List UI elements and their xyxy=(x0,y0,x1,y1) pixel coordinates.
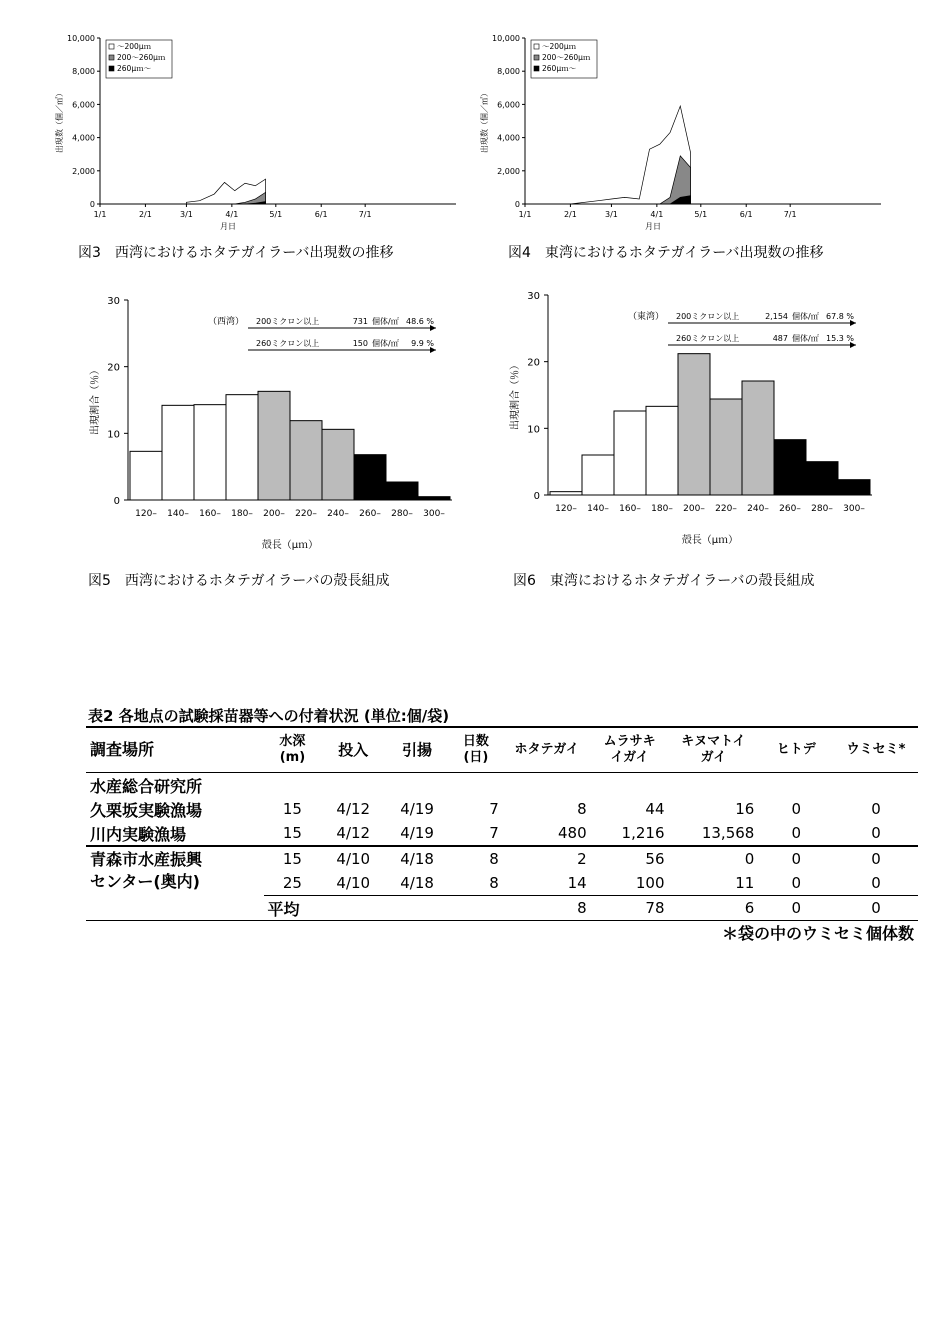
header-in: 投入 xyxy=(338,741,369,759)
bar xyxy=(194,405,226,500)
y-axis-label: 出現数（個／㎥） xyxy=(55,89,64,153)
y-tick-label: 8,000 xyxy=(72,67,95,77)
x-tick-label: 5/1 xyxy=(269,210,283,219)
x-tick-label: 6/1 xyxy=(739,210,753,219)
x-tick-label: 120– xyxy=(135,509,157,519)
x-tick-label: 280– xyxy=(811,504,833,514)
table-row-average xyxy=(86,896,918,921)
y-tick-label: 10 xyxy=(527,424,540,436)
annotation-unit: 個体/㎡ xyxy=(372,317,399,326)
cell-hotate: 2 xyxy=(577,850,587,868)
cell-mura: 44 xyxy=(645,800,665,818)
x-tick-label: 7/1 xyxy=(358,210,372,219)
header-umisemi: ウミセミ* xyxy=(846,742,906,757)
table-note: ＊袋の中のウミセミ個体数 xyxy=(721,924,914,943)
bar xyxy=(322,429,354,500)
cell-depth: 25 xyxy=(264,871,322,896)
bar xyxy=(290,421,322,500)
annotation-pct: 67.8 % xyxy=(826,312,854,321)
x-axis-label: 殻長（μｍ） xyxy=(681,535,739,546)
avg-umisemi: 0 xyxy=(871,899,881,917)
legend-label: 260μｍ～ xyxy=(117,64,152,73)
group2-label: 青森市水産振興 センター(奥内) xyxy=(90,850,203,892)
annotation-pct: 9.9 % xyxy=(411,339,434,348)
cell-out: 4/19 xyxy=(400,824,434,842)
bar xyxy=(226,395,258,500)
header-hotate: ホタテガイ xyxy=(514,742,579,757)
cell-hitode: 0 xyxy=(791,800,801,818)
cell-in: 4/10 xyxy=(321,871,385,896)
cell-umisemi: 0 xyxy=(871,824,881,842)
legend-swatch xyxy=(109,66,114,71)
table-row xyxy=(86,846,918,871)
cell-depth: 15 xyxy=(282,850,302,868)
cell-days: 8 xyxy=(449,871,503,896)
y-axis-label: 出現数（個／㎥） xyxy=(480,89,489,153)
annotation-count: 487 xyxy=(772,334,788,343)
group1-label: 水産総合研究所 xyxy=(90,776,203,796)
x-tick-label: 2/1 xyxy=(138,210,152,219)
x-tick-label: 260– xyxy=(359,509,381,519)
y-tick-label: 30 xyxy=(107,296,120,307)
fig5-caption: 図5 西湾におけるホタテガイラーバの殻長組成 xyxy=(88,573,390,589)
y-tick-label: 8,000 xyxy=(497,67,520,77)
x-tick-label: 160– xyxy=(619,504,641,514)
bar xyxy=(806,462,838,495)
table-row xyxy=(86,821,918,846)
legend-label: 260μｍ～ xyxy=(542,64,577,73)
x-tick-label: 6/1 xyxy=(314,210,328,219)
cell-mura: 100 xyxy=(591,871,669,896)
bar xyxy=(354,455,386,500)
cell-in: 4/12 xyxy=(336,824,371,842)
y-tick-label: 6,000 xyxy=(497,100,520,110)
y-tick-label: 2,000 xyxy=(72,166,95,176)
y-tick-label: 0 xyxy=(113,496,120,507)
header-out: 引揚 xyxy=(402,741,433,759)
y-tick-label: 0 xyxy=(514,200,520,209)
fig6-chart xyxy=(500,285,880,555)
legend-swatch xyxy=(534,66,539,71)
bar xyxy=(418,497,450,500)
x-tick-label: 1/1 xyxy=(518,210,532,219)
x-tick-label: 140– xyxy=(587,504,609,514)
x-tick-label: 7/1 xyxy=(783,210,797,219)
y-tick-label: 2,000 xyxy=(497,166,520,176)
cell-kinu: 13,568 xyxy=(701,824,755,842)
y-tick-label: 10,000 xyxy=(67,34,95,43)
y-tick-label: 20 xyxy=(527,357,540,369)
x-tick-label: 1/1 xyxy=(93,210,107,219)
x-tick-label: 220– xyxy=(715,504,737,514)
legend-label: ～200μｍ xyxy=(542,42,577,51)
cell-in: 4/12 xyxy=(336,800,371,818)
cell-mura: 56 xyxy=(645,850,665,868)
y-axis-label: 出現割合（％） xyxy=(90,365,101,435)
annotation-area: （東湾） xyxy=(628,312,665,322)
x-tick-label: 160– xyxy=(199,509,221,519)
y-tick-label: 30 xyxy=(527,291,540,302)
annotation-pct: 48.6 % xyxy=(406,317,434,326)
avg-hotate: 8 xyxy=(577,899,587,917)
x-tick-label: 200– xyxy=(263,509,285,519)
x-tick-label: 2/1 xyxy=(563,210,577,219)
annotation-unit: 個体/㎡ xyxy=(792,334,819,343)
x-tick-label: 300– xyxy=(423,509,445,519)
fig6-caption: 図6 東湾におけるホタテガイラーバの殻長組成 xyxy=(513,573,815,589)
y-tick-label: 10 xyxy=(107,429,120,441)
row-location: 久栗坂実験漁場 xyxy=(90,800,203,820)
fig4-caption: 図4 東湾におけるホタテガイラーバ出現数の推移 xyxy=(508,245,824,261)
fig3-caption: 図3 西湾におけるホタテガイラーバ出現数の推移 xyxy=(78,245,394,261)
y-tick-label: 4,000 xyxy=(497,133,520,143)
x-tick-label: 140– xyxy=(167,509,189,519)
annotation-label: 200ミクロン以上 xyxy=(676,312,740,321)
annotation-label: 260ミクロン以上 xyxy=(676,334,740,343)
avg-hitode: 0 xyxy=(791,899,801,917)
cell-days: 7 xyxy=(489,824,499,842)
cell-umisemi: 0 xyxy=(834,871,918,896)
cell-hitode: 0 xyxy=(791,850,801,868)
x-tick-label: 3/1 xyxy=(179,210,193,219)
bar xyxy=(582,455,614,495)
bar xyxy=(162,405,194,500)
x-tick-label: 260– xyxy=(779,504,801,514)
cell-kinu: 11 xyxy=(669,871,759,896)
bar xyxy=(678,354,710,495)
x-tick-label: 180– xyxy=(651,504,673,514)
bar xyxy=(258,391,290,500)
y-tick-label: 20 xyxy=(107,362,120,374)
cell-days: 7 xyxy=(489,800,499,818)
cell-kinu: 16 xyxy=(735,800,755,818)
x-tick-label: 240– xyxy=(747,504,769,514)
legend-swatch xyxy=(534,44,539,49)
header-location: 調査場所 xyxy=(90,740,155,759)
attachment-table xyxy=(86,726,918,921)
x-tick-label: 240– xyxy=(327,509,349,519)
table-row xyxy=(86,797,918,821)
table-header-row xyxy=(86,727,918,773)
annotation-area: （西湾） xyxy=(208,317,245,327)
header-mura: ムラサキ イガイ xyxy=(603,734,656,765)
annotation-unit: 個体/㎡ xyxy=(372,339,399,348)
cell-hotate: 8 xyxy=(577,800,587,818)
cell-kinu: 0 xyxy=(744,850,755,868)
legend-label: ～200μｍ xyxy=(117,42,152,51)
avg-kinu: 6 xyxy=(744,899,755,917)
table-row xyxy=(86,773,918,798)
x-tick-label: 4/1 xyxy=(650,210,664,219)
legend-label: 200～260μｍ xyxy=(542,53,591,62)
header-hitode: ヒトデ xyxy=(776,742,816,757)
bar xyxy=(614,411,646,495)
bar xyxy=(646,406,678,495)
row-location: 川内実験漁場 xyxy=(90,824,187,844)
cell-hitode: 0 xyxy=(758,871,834,896)
table-title: 表2 各地点の試験採苗器等への付着状況 (単位:個/袋) xyxy=(88,707,450,725)
y-tick-label: 0 xyxy=(533,491,540,502)
x-axis-label: 月日 xyxy=(220,222,236,231)
bar xyxy=(386,482,418,500)
avg-label: 平均 xyxy=(267,899,300,919)
annotation-count: 150 xyxy=(352,339,368,348)
bar xyxy=(130,451,162,500)
annotation-label: 200ミクロン以上 xyxy=(256,317,320,326)
cell-in: 4/10 xyxy=(336,850,371,868)
x-tick-label: 300– xyxy=(843,504,865,514)
bar xyxy=(550,492,582,495)
x-tick-label: 4/1 xyxy=(225,210,239,219)
bar xyxy=(838,480,870,495)
x-axis-label: 殻長（μｍ） xyxy=(261,540,319,551)
x-tick-label: 280– xyxy=(391,509,413,519)
x-tick-label: 120– xyxy=(555,504,577,514)
cell-umisemi: 0 xyxy=(871,850,881,868)
y-tick-label: 0 xyxy=(89,200,95,209)
fig3-chart xyxy=(50,30,470,235)
annotation-count: 731 xyxy=(352,317,368,326)
x-axis-label: 月日 xyxy=(645,222,661,231)
header-kinu: キヌマトイ ガイ xyxy=(681,734,746,765)
cell-depth: 15 xyxy=(282,824,302,842)
annotation-label: 260ミクロン以上 xyxy=(256,339,320,348)
cell-out: 4/18 xyxy=(385,871,449,896)
y-tick-label: 10,000 xyxy=(492,34,520,43)
header-days: 日数 (日) xyxy=(462,734,489,765)
cell-hotate: 480 xyxy=(558,824,587,842)
legend-swatch xyxy=(109,44,114,49)
x-tick-label: 3/1 xyxy=(604,210,618,219)
x-tick-label: 180– xyxy=(231,509,253,519)
cell-hotate: 14 xyxy=(503,871,591,896)
x-tick-label: 220– xyxy=(295,509,317,519)
annotation-unit: 個体/㎡ xyxy=(792,312,819,321)
legend-label: 200～260μｍ xyxy=(117,53,166,62)
bar xyxy=(710,399,742,495)
avg-mura: 78 xyxy=(645,899,665,917)
fig4-chart xyxy=(475,30,895,235)
header-depth: 水深 (m) xyxy=(279,734,306,765)
cell-umisemi: 0 xyxy=(871,800,881,818)
cell-out: 4/18 xyxy=(400,850,434,868)
x-tick-label: 200– xyxy=(683,504,705,514)
cell-out: 4/19 xyxy=(400,800,434,818)
legend-swatch xyxy=(109,55,114,60)
bar xyxy=(774,440,806,495)
y-tick-label: 6,000 xyxy=(72,100,95,110)
annotation-count: 2,154 xyxy=(765,312,788,321)
cell-depth: 15 xyxy=(282,800,302,818)
cell-days: 8 xyxy=(489,850,499,868)
y-axis-label: 出現割合（％） xyxy=(510,360,521,430)
bar xyxy=(742,381,774,495)
fig5-chart xyxy=(80,290,460,560)
cell-hitode: 0 xyxy=(791,824,801,842)
x-tick-label: 5/1 xyxy=(694,210,708,219)
cell-mura: 1,216 xyxy=(621,824,665,842)
annotation-pct: 15.3 % xyxy=(826,334,854,343)
legend-swatch xyxy=(534,55,539,60)
y-tick-label: 4,000 xyxy=(72,133,95,143)
